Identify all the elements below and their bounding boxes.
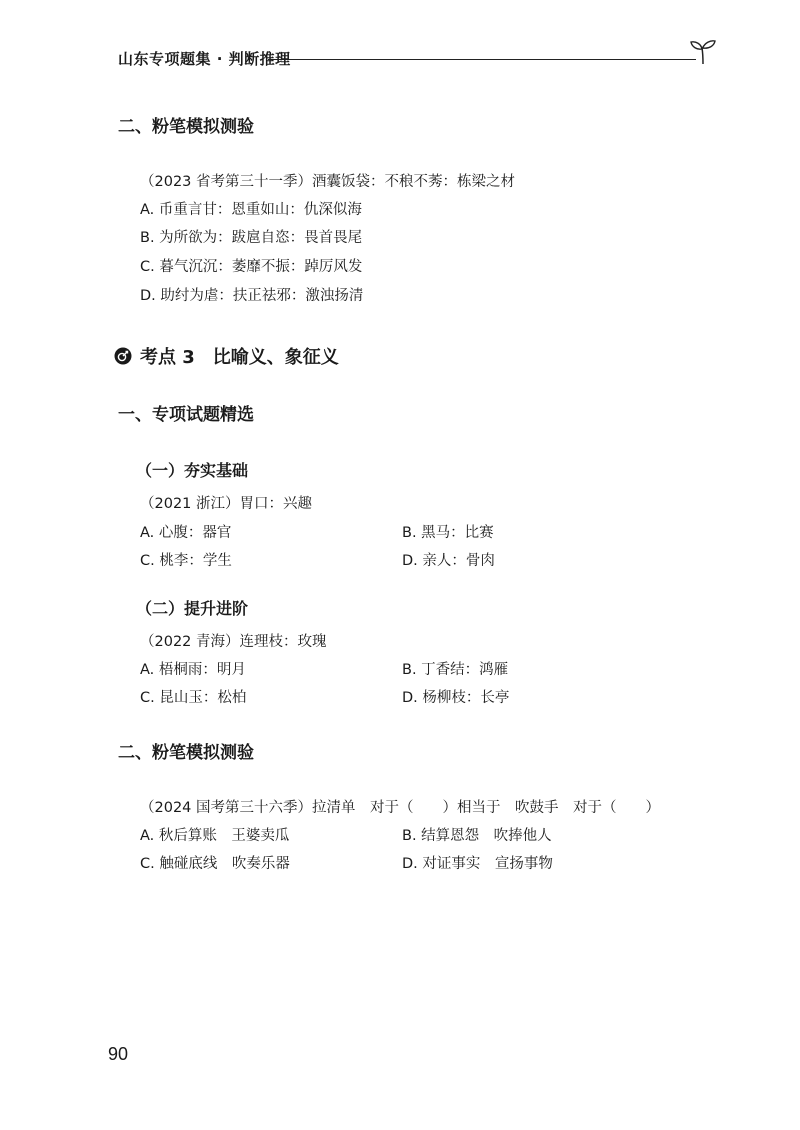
header-rule [268,59,696,60]
option-b: B. 为所欲为：跋扈自恣：畏首畏尾 [140,230,363,246]
section-heading: 二、粉笔模拟测验 [118,743,254,763]
option-c: C. 昆山玉：松柏 [140,690,247,706]
sprout-icon [688,36,718,66]
question-text: （2022 青海）连理枝：玫瑰 [140,634,327,650]
question-text: （2024 国考第三十六季）拉清单 对于（ ）相当于 吹鼓手 对于（ ） [140,800,661,816]
option-a: A. 秋后算账 王婆卖瓜 [140,828,290,844]
option-d: D. 亲人：骨肉 [402,553,495,569]
option-d: D. 助纣为虐：扶正祛邪：激浊扬清 [140,288,364,304]
option-d: D. 对证事实 宣扬事物 [402,856,553,872]
header-title: 山东专项题集 · 判断推理 [118,50,291,68]
option-b: B. 黑马：比赛 [402,525,494,541]
option-d: D. 杨柳枝：长亭 [402,690,510,706]
option-b: B. 结算恩怨 吹捧他人 [402,828,552,844]
option-c: C. 暮气沉沉：萎靡不振：踔厉风发 [140,259,363,275]
question-text: （2021 浙江）胃口：兴趣 [140,496,313,512]
option-a: A. 心腹：器官 [140,525,232,541]
section-heading: 一、专项试题精选 [118,405,254,425]
subsection-heading: （一）夯实基础 [136,461,249,480]
subsection-heading: （二）提升进阶 [136,599,249,618]
section-heading: 二、粉笔模拟测验 [118,117,254,137]
option-c: C. 触碰底线 吹奏乐器 [140,856,290,872]
option-b: B. 丁香结：鸿雁 [402,662,509,678]
target-icon [114,347,132,365]
page-number: 90 [108,1044,129,1064]
question-text: （2023 省考第三十一季）酒囊饭袋：不稂不莠：栋梁之材 [140,174,516,190]
kaodian-title: 考点 3 比喻义、象征义 [140,347,339,368]
option-a: A. 梧桐雨：明月 [140,662,246,678]
option-a: A. 币重言甘：恩重如山：仇深似海 [140,202,362,218]
option-c: C. 桃李：学生 [140,553,232,569]
